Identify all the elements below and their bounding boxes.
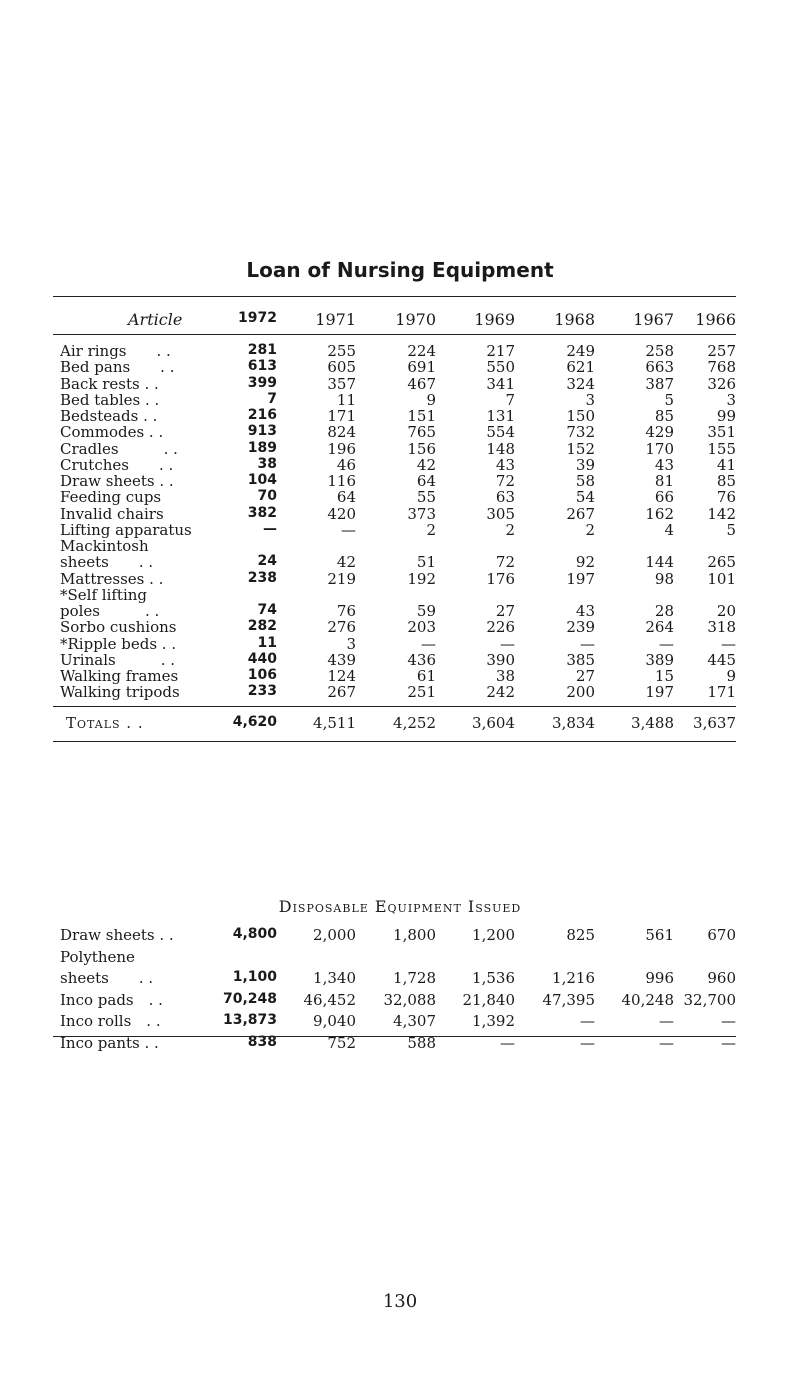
cell-6: 768 [707, 358, 736, 377]
cell-4: 239 [566, 618, 595, 637]
cell-4: 54 [575, 488, 595, 507]
cell-4: 152 [566, 439, 595, 458]
row-label: Feeding cups [60, 488, 162, 507]
cell-2: 59 [416, 602, 436, 620]
cell-3: 21,840 [462, 990, 515, 1009]
cell-2: 55 [416, 488, 436, 507]
cell-5: 4 [664, 520, 674, 539]
row-label: Cradles . . [60, 439, 178, 458]
cell-2: 588 [407, 1034, 436, 1052]
cell-2: 203 [407, 618, 436, 637]
cell-0: 104 [247, 472, 277, 488]
row-label: Walking frames [60, 667, 179, 685]
cell-5: 40,248 [621, 990, 674, 1009]
cell-0: 189 [247, 439, 277, 456]
cell-4: 200 [566, 683, 595, 702]
cell-6: 155 [707, 439, 736, 458]
cell-2: 156 [407, 439, 436, 458]
cell-0: 74 [257, 602, 277, 618]
cell-5: 3,488 [631, 714, 674, 732]
cell-3: 554 [486, 423, 515, 442]
cell-4: 385 [566, 650, 595, 669]
cell-3: 43 [495, 455, 515, 474]
cell-2: 467 [407, 374, 436, 393]
cell-0: 913 [247, 423, 277, 440]
cell-5: 15 [654, 667, 674, 685]
cell-6: 101 [707, 569, 736, 588]
cell-5: 387 [645, 374, 674, 393]
table-row [0, 1034, 800, 1054]
cell-0: 382 [247, 504, 277, 521]
cell-5: 264 [645, 618, 674, 637]
cell-5: 43 [654, 455, 674, 474]
cell-6: 32,700 [683, 990, 736, 1009]
cell-0: 613 [247, 358, 277, 375]
cell-4: 2 [585, 520, 595, 539]
table-row [0, 683, 800, 703]
totals-top-rule [53, 706, 736, 707]
cell-3: 176 [486, 569, 515, 588]
cell-2: 9 [426, 390, 436, 409]
cell-3: 1,536 [472, 969, 515, 988]
table-row [0, 991, 800, 1011]
table-row [0, 1012, 800, 1032]
cell-6: 76 [716, 488, 736, 507]
cell-0: 4,620 [232, 714, 277, 730]
cell-2: — [421, 634, 436, 653]
year-header-1: 1971 [315, 310, 356, 329]
cell-2: 61 [416, 667, 436, 685]
cell-3: 72 [495, 472, 515, 490]
cell-6: — [721, 634, 736, 653]
page-number: 130 [382, 1291, 418, 1312]
cell-0: 238 [247, 569, 277, 586]
cell-1: 64 [336, 488, 356, 507]
table-top-rule [53, 296, 736, 297]
cell-1: 276 [327, 618, 356, 637]
cell-1: 1,340 [313, 969, 356, 988]
row-label: Draw sheets . . [60, 472, 174, 490]
year-header-0: 1972 [238, 310, 277, 326]
cell-1: 46 [336, 455, 356, 474]
cell-4: — [580, 1012, 595, 1031]
cell-2: 1,728 [393, 969, 436, 988]
cell-5: 429 [645, 423, 674, 442]
cell-4: 1,216 [552, 969, 595, 988]
row-label: Crutches . . [60, 455, 174, 474]
cell-6: — [721, 1012, 736, 1031]
cell-6: 318 [707, 618, 736, 637]
cell-4: 3,834 [552, 714, 595, 732]
cell-1: 171 [327, 407, 356, 425]
cell-1: 116 [327, 472, 356, 490]
cell-1: 420 [327, 504, 356, 523]
cell-0: 38 [257, 455, 277, 472]
cell-5: 66 [654, 488, 674, 507]
row-label: Lifting apparatus [60, 520, 192, 539]
cell-4: 324 [566, 374, 595, 393]
cell-3: — [500, 634, 515, 653]
cell-0: 399 [247, 374, 277, 391]
row-label: Totals . . [66, 714, 144, 732]
cell-2: 691 [407, 358, 436, 377]
row-label: Bedsteads . . [60, 407, 158, 425]
cell-4: 43 [575, 602, 595, 620]
row-label: sheets . . [60, 969, 154, 988]
cell-2: 373 [407, 504, 436, 523]
cell-5: 28 [654, 602, 674, 620]
row-label: Polythene [60, 947, 135, 966]
row-label: Inco pads . . [60, 990, 163, 1009]
cell-5: — [659, 1012, 674, 1031]
cell-6: 670 [707, 926, 736, 944]
cell-0: 233 [247, 683, 277, 700]
cell-6: 9 [726, 667, 736, 685]
cell-6: 3 [726, 390, 736, 409]
cell-6: 265 [707, 553, 736, 572]
cell-6: 257 [707, 342, 736, 360]
cell-1: 11 [336, 390, 356, 409]
row-label: Invalid chairs [60, 504, 164, 523]
row-label: poles . . [60, 602, 160, 620]
cell-1: 42 [336, 553, 356, 572]
cell-6: — [721, 1034, 736, 1052]
cell-5: 144 [645, 553, 674, 572]
cell-0: 440 [247, 650, 277, 667]
cell-6: 171 [707, 683, 736, 702]
cell-6: 960 [707, 969, 736, 988]
cell-0: 7 [267, 390, 277, 407]
cell-6: 5 [726, 520, 736, 539]
cell-1: 357 [327, 374, 356, 393]
cell-3: 7 [505, 390, 515, 409]
cell-0: 106 [247, 667, 277, 683]
cell-6: 142 [707, 504, 736, 523]
table-row [0, 926, 800, 946]
year-header-3: 1969 [474, 310, 515, 329]
cell-2: 4,252 [393, 714, 436, 732]
cell-5: 170 [645, 439, 674, 458]
cell-2: 64 [416, 472, 436, 490]
cell-3: 242 [486, 683, 515, 702]
cell-0: 1,100 [232, 969, 277, 986]
article-column-header: Article [128, 310, 183, 329]
cell-0: 70 [257, 488, 277, 505]
cell-3: 3,604 [472, 714, 515, 732]
cell-3: 1,392 [472, 1012, 515, 1031]
cell-2: 51 [416, 553, 436, 572]
cell-5: 85 [654, 407, 674, 425]
cell-3: 390 [486, 650, 515, 669]
cell-4: 825 [566, 926, 595, 944]
cell-1: 4,511 [313, 714, 356, 732]
cell-3: 217 [486, 342, 515, 360]
row-label: Draw sheets . . [60, 926, 174, 944]
row-label: Mattresses . . [60, 569, 164, 588]
cell-1: 46,452 [303, 990, 356, 1009]
row-label: Mackintosh [60, 537, 149, 555]
cell-1: 267 [327, 683, 356, 702]
row-label: Back rests . . [60, 374, 159, 393]
cell-6: 41 [716, 455, 736, 474]
row-label: Walking tripods [60, 683, 180, 702]
row-label: Commodes . . [60, 423, 164, 442]
cell-4: 3 [585, 390, 595, 409]
cell-0: 70,248 [222, 990, 277, 1007]
cell-4: 39 [575, 455, 595, 474]
cell-5: 162 [645, 504, 674, 523]
cell-4: 249 [566, 342, 595, 360]
cell-1: — [341, 520, 356, 539]
row-label: Bed pans . . [60, 358, 175, 377]
table-row [0, 948, 800, 968]
year-header-2: 1970 [395, 310, 436, 329]
cell-3: 63 [495, 488, 515, 507]
cell-2: 251 [407, 683, 436, 702]
cell-3: 305 [486, 504, 515, 523]
row-label: sheets . . [60, 553, 154, 572]
totals-bottom-rule [53, 741, 736, 742]
cell-2: 765 [407, 423, 436, 442]
cell-2: 224 [407, 342, 436, 360]
cell-6: 3,637 [693, 714, 736, 732]
cell-1: 124 [327, 667, 356, 685]
cell-3: 131 [486, 407, 515, 425]
cell-1: 3 [346, 634, 356, 653]
cell-5: — [659, 634, 674, 653]
cell-4: — [580, 634, 595, 653]
cell-5: 258 [645, 342, 674, 360]
row-label: Bed tables . . [60, 390, 160, 409]
row-label: *Ripple beds . . [60, 634, 177, 653]
cell-4: 621 [566, 358, 595, 377]
cell-4: 27 [575, 667, 595, 685]
cell-0: 11 [257, 634, 277, 651]
cell-3: 341 [486, 374, 515, 393]
cell-3: — [500, 1034, 515, 1052]
cell-5: — [659, 1034, 674, 1052]
cell-3: 550 [486, 358, 515, 377]
cell-3: 27 [495, 602, 515, 620]
cell-1: 752 [327, 1034, 356, 1052]
year-header-4: 1968 [554, 310, 595, 329]
cell-4: 732 [566, 423, 595, 442]
cell-4: 47,395 [542, 990, 595, 1009]
disposable-bottom-rule [53, 1036, 736, 1037]
totals-values [0, 714, 800, 734]
cell-0: — [263, 520, 277, 537]
row-label: Urinals . . [60, 650, 176, 669]
year-header-6: 1966 [695, 310, 736, 329]
cell-5: 197 [645, 683, 674, 702]
cell-1: 76 [336, 602, 356, 620]
cell-0: 4,800 [232, 926, 277, 942]
row-label: Sorbo cushions [60, 618, 177, 637]
cell-5: 81 [654, 472, 674, 490]
cell-3: 72 [495, 553, 515, 572]
cell-2: 151 [407, 407, 436, 425]
cell-3: 148 [486, 439, 515, 458]
cell-2: 32,088 [383, 990, 436, 1009]
cell-1: 196 [327, 439, 356, 458]
cell-6: 351 [707, 423, 736, 442]
table-row [0, 969, 800, 989]
cell-1: 824 [327, 423, 356, 442]
cell-0: 281 [247, 342, 277, 358]
cell-5: 389 [645, 650, 674, 669]
cell-4: 58 [575, 472, 595, 490]
cell-4: 197 [566, 569, 595, 588]
row-label: Inco pants . . [60, 1034, 159, 1052]
cell-1: 255 [327, 342, 356, 360]
cell-6: 20 [716, 602, 736, 620]
header-rule [53, 334, 736, 335]
year-header-5: 1967 [633, 310, 674, 329]
cell-1: 9,040 [313, 1012, 356, 1031]
cell-2: 4,307 [393, 1012, 436, 1031]
cell-6: 85 [716, 472, 736, 490]
cell-4: 92 [575, 553, 595, 572]
cell-2: 2 [426, 520, 436, 539]
row-label: Air rings . . [60, 342, 171, 360]
cell-1: 219 [327, 569, 356, 588]
cell-6: 99 [716, 407, 736, 425]
cell-2: 192 [407, 569, 436, 588]
cell-3: 1,200 [472, 926, 515, 944]
cell-2: 42 [416, 455, 436, 474]
cell-1: 605 [327, 358, 356, 377]
cell-0: 216 [247, 407, 277, 423]
cell-3: 226 [486, 618, 515, 637]
cell-0: 13,873 [222, 1012, 277, 1029]
cell-4: — [580, 1034, 595, 1052]
cell-5: 663 [645, 358, 674, 377]
cell-1: 439 [327, 650, 356, 669]
cell-2: 436 [407, 650, 436, 669]
disposable-section-title: Disposable Equipment Issued [278, 897, 522, 916]
cell-5: 98 [654, 569, 674, 588]
cell-0: 838 [247, 1034, 277, 1050]
cell-4: 150 [566, 407, 595, 425]
cell-4: 267 [566, 504, 595, 523]
cell-6: 445 [707, 650, 736, 669]
cell-0: 24 [257, 553, 277, 570]
cell-6: 326 [707, 374, 736, 393]
cell-2: 1,800 [393, 926, 436, 944]
cell-3: 2 [505, 520, 515, 539]
cell-3: 38 [495, 667, 515, 685]
cell-0: 282 [247, 618, 277, 635]
page-title: Loan of Nursing Equipment [246, 258, 554, 282]
cell-5: 561 [645, 926, 674, 944]
cell-1: 2,000 [313, 926, 356, 944]
cell-5: 996 [645, 969, 674, 988]
row-label: Inco rolls . . [60, 1012, 161, 1031]
cell-5: 5 [664, 390, 674, 409]
row-label: *Self lifting [60, 585, 148, 604]
